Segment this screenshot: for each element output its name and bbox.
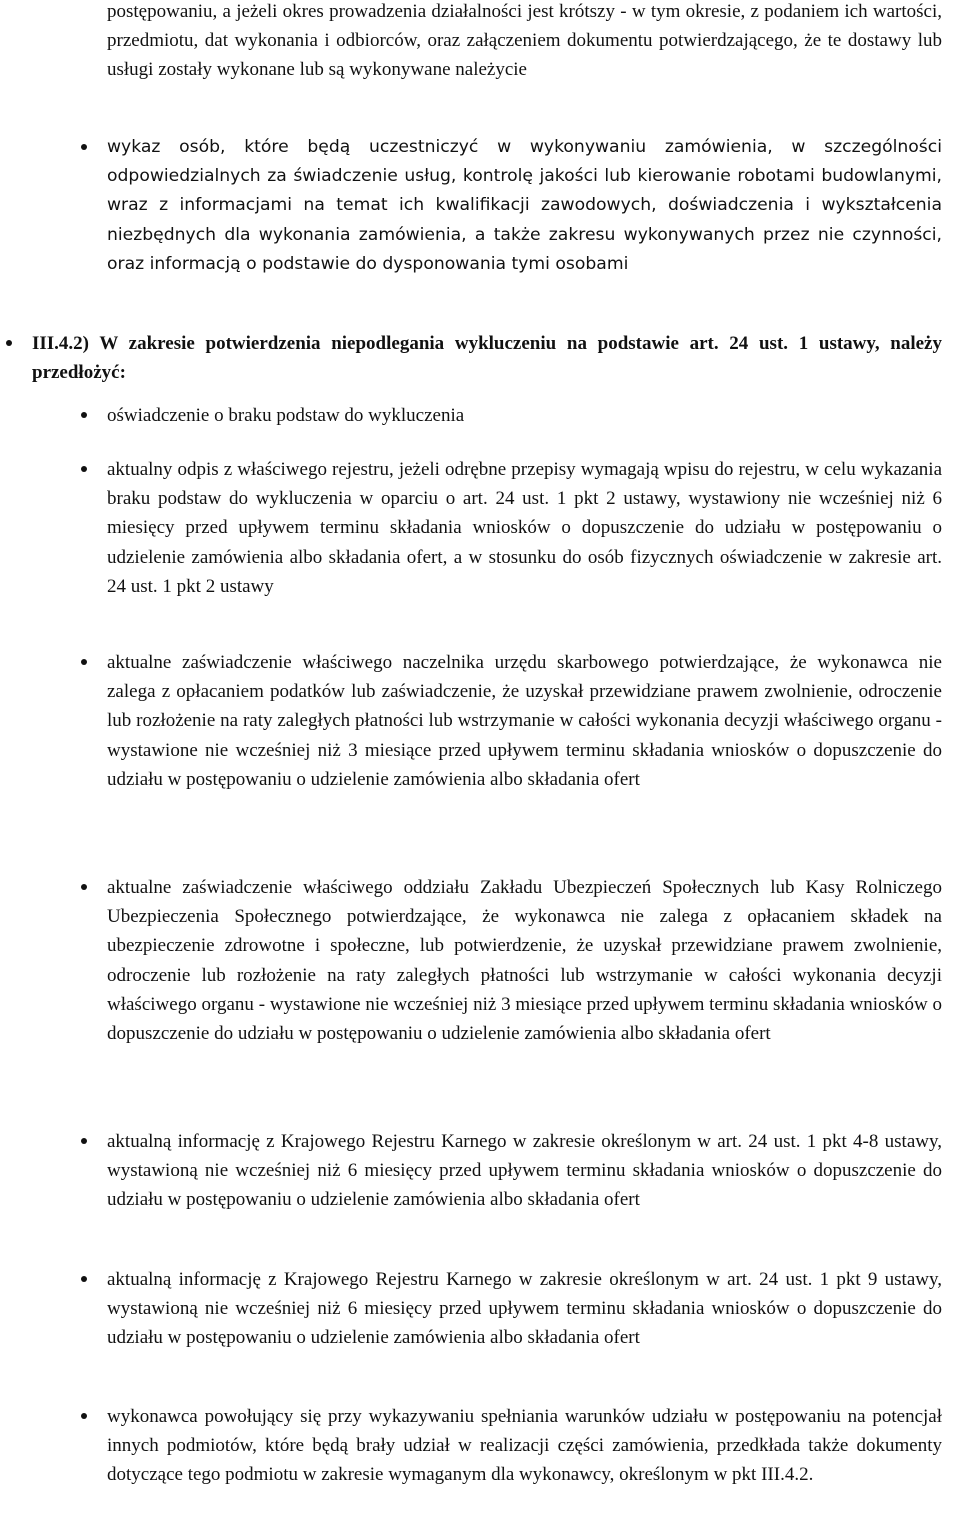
bullet-icon [81,1413,87,1419]
list-item-register-extract: aktualny odpis z właściwego rejestru, jeżeli odrębne przepisy wymagają wpisu do rejestru, w celu wykazania braku podstaw do wykluczenia w oparciu o art. 24 ust. 1 pkt 2 ustawy, wystawiony nie wcześniej niż 6 miesięcy przed upływem terminu składania wniosków o dopuszczenie do udziału w postępowaniu o udzielenie zamówienia albo składania ofert, a w stosunku do osób fizycznych oświadczenie w zakresie art. 24 ust. 1 pkt 2 ustawy [107,459,942,597]
list-item-third-party-resources: wykonawca powołujący się przy wykazywaniu spełniania warunków udziału w postępowaniu na potencjał innych podmiotów, które będą brały udział w realizacji części zamówienia, przedkłada także dokumenty dotyczące tego podmiotu w zakresie wymaganym dla wykonawcy, określonym w pkt III.4.2. [107,1406,942,1486]
bullet-icon [81,659,87,665]
list-item-criminal-record-4-8: aktualną informację z Krajowego Rejestru Karnego w zakresie określonym w art. 24 ust. 1 pkt 4-8 ustawy, wystawioną nie wcześniej niż 6 miesięcy przed upływem terminu składania wniosków o dopuszczenie do udziału w postępowaniu o udzielenie zamówienia albo składania ofert [107,1131,942,1211]
bullet-icon [81,1138,87,1144]
section-heading: III.4.2) W zakresie potwierdzenia niepodlegania wykluczeniu na podstawie art. 24 ust. 1 ustawy, należy przedłożyć: [32,333,942,384]
bullet-icon [81,466,87,472]
continuation-paragraph: postępowaniu, a jeżeli okres prowadzenia działalności jest krótszy - w tym okresie, z podaniem ich wartości, przedmiotu, dat wykonania i odbiorców, oraz załączeniem dokumentu potwierdzającego, że te dostawy lub usługi zostały wykonane lub są wykonywane należycie [107,1,942,81]
list-item-tax-certificate: aktualne zaświadczenie właściwego naczelnika urzędu skarbowego potwierdzające, że wykonawca nie zalega z opłacaniem podatków lub zaświadczenie, że uzyskał przewidziane prawem zwolnienie, odroczenie lub rozłożenie na raty zaległych płatności lub wstrzymanie w całości wykonania decyzji właściwego organu - wystawione nie wcześniej niż 3 miesiące przed upływem terminu składania wniosków o dopuszczenie do udziału w postępowaniu o udzielenie zamówienia albo składania ofert [107,652,942,790]
list-item-criminal-record-9: aktualną informację z Krajowego Rejestru Karnego w zakresie określonym w art. 24 ust. 1 pkt 9 ustawy, wystawioną nie wcześniej niż 6 miesięcy przed upływem terminu składania wniosków o dopuszczenie do udziału w postępowaniu o udzielenie zamówienia albo składania ofert [107,1269,942,1349]
bullet-icon [81,1276,87,1282]
bullet-icon [81,412,87,418]
bullet-icon [81,884,87,890]
list-item-zus-certificate: aktualne zaświadczenie właściwego oddziału Zakładu Ubezpieczeń Społecznych lub Kasy Rolniczego Ubezpieczenia Społecznego potwierdzające, że wykonawca nie zalega z opłacaniem składek na ubezpieczenie zdrowotne i społeczne, lub potwierdzenie, że uzyskał przewidziane prawem zwolnienie, odroczenie lub rozłożenie na raty zaległych płatności lub wstrzymanie w całości wykonania decyzji właściwego organu - wystawione nie wcześniej niż 3 miesiące przed upływem terminu składania wniosków o dopuszczenie do udziału w postępowaniu o udzielenie zamówienia albo składania ofert [107,877,942,1045]
list-item-personnel: wykaz osób, które będą uczestniczyć w wykonywaniu zamówienia, w szczególności odpowiedzialnych za świadczenie usług, kontrolę jakości lub kierowanie robotami budowlanymi, wraz z informacjami na temat ich kwalifikacji zawodowych, doświadczenia i wykształcenia niezbędnych dla wykonania zamówienia, a także zakresu wykonywanych przez nie czynności, oraz informacją o podstawie do dysponowania tymi osobami [107,137,942,274]
bullet-icon [81,144,87,150]
list-item-declaration: oświadczenie o braku podstaw do wykluczenia [107,405,465,426]
bullet-icon [6,340,12,346]
